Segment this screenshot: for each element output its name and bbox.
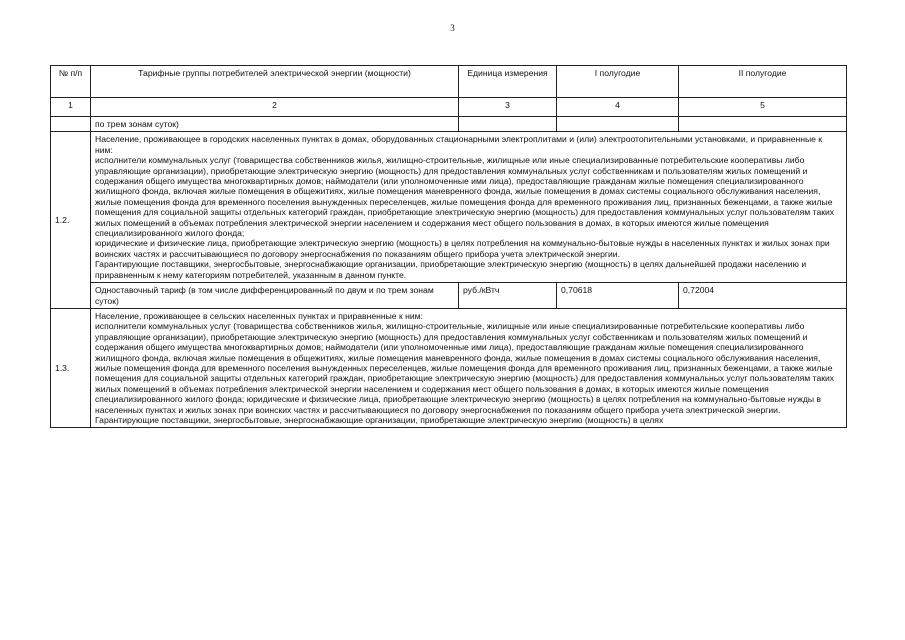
- description-paragraph: исполнители коммунальных услуг (товарищества собственников жилья, жилищно-строительные, жилищные или иные специализированные потребительские кооперативы либо управляющие организации), приобретающие электрическую энергию (мощность) для предоставления коммунальных услуг собственникам и пользователям жилых помещений и содержания общего имущества многоквартирных домов; наймодатели (или уполномоченные ими лица), предоставляющие гражданам жилые помещения специализированного жилищного фонда, включая жилые помещения в общежитиях, жилые помещения маневренного фонда, жилые помещения в домах системы социального обслуживания населения, жилые помещения фонда для временного поселения вынужденных переселенцев, жилые помещения фонда для временного проживания лиц, признанных беженцами, а также жилые помещения для социальной защиты отдельных категорий граждан, приобретающие электрическую энергию (мощность) для предоставления коммунальных услуг пользователям таких жилых помещений в объемах потребления электрической энергии населением и содержания мест общего пользования в домах, в которых имеются жилые помещения специализированного жилого фонда; юридические и физические лица, приобретающие электрическую энергию (мощность) в целях потребления на коммунально-бытовые нужды в населенных пунктах и жилых зонах при воинских частях и рассчитывающиеся по договору энергоснабжения по показаниям общего прибора учета электрической энергии.: [95, 321, 835, 415]
- tariff-row: [51, 283, 847, 309]
- row-description: [91, 132, 847, 283]
- tariff-second-half-value: 0,72004: [679, 283, 847, 309]
- column-numbers-row: [51, 98, 847, 117]
- description-paragraph: исполнители коммунальных услуг (товарищества собственников жилья, жилищно-строительные, жилищные или иные специализированные потребительские кооперативы либо управляющие организации), приобретающие электрическую энергию (мощность) для предоставления коммунальных услуг собственникам и пользователям жилых помещений и содержания общего имущества многоквартирных домов; наймодатели (или уполномоченные ими лица), предоставляющие гражданам жилые помещения специализированного жилищного фонда, включая жилые помещения в общежитиях, жилые помещения маневренного фонда, жилые помещения в домах системы социального обслуживания населения, жилые помещения фонда для временного поселения вынужденных переселенцев, жилые помещения фонда для временного проживания лиц, признанных беженцами, а также жилые помещения для социальной защиты отдельных категорий граждан, приобретающие электрическую энергию (мощность) для предоставления коммунальных услуг пользователям таких жилых помещений в объемах потребления электрической энергии населением и содержания мест общего пользования в домах, в которых имеются жилые помещения специализированного жилого фонда;: [95, 155, 835, 239]
- carry-over-number: [51, 117, 91, 132]
- table-row: [51, 132, 847, 283]
- description-paragraph: Население, проживающее в сельских населенных пунктах и приравненные к ним:: [95, 310, 423, 321]
- description-paragraph: юридические и физические лица, приобретающие электрическую энергию (мощность) в целях потребления на коммунально-бытовые нужды в населенных пунктах и жилых зонах при воинских частях и рассчитывающиеся по договору энергоснабжения по показаниям общего прибора учета электрической энергии.: [95, 238, 830, 259]
- header-second-half: II полугодие: [679, 66, 847, 98]
- column-number: 2: [91, 98, 459, 117]
- header-unit: Единица измерения: [459, 66, 557, 98]
- row-description: [91, 308, 847, 427]
- carry-over-h2: [679, 117, 847, 132]
- tariff-first-half-value: 0,70618: [557, 283, 679, 309]
- carry-over-row: [51, 117, 847, 132]
- description-paragraph: Гарантирующие поставщики, энергосбытовые, энергоснабжающие организации, приобретающие электрическую энергию (мощность) в целях: [95, 414, 664, 425]
- tariff-unit: руб./кВтч: [459, 283, 557, 309]
- column-number: 5: [679, 98, 847, 117]
- column-number: 4: [557, 98, 679, 117]
- header-number: № п/п: [51, 66, 91, 98]
- carry-over-unit: [459, 117, 557, 132]
- description-paragraph: Население, проживающее в городских населенных пунктах в домах, оборудованных стационарными электроплитами и (или) электроотопительными установками, и приравненные к ним:: [95, 134, 823, 155]
- header-first-half: I полугодие: [557, 66, 679, 98]
- table-header-row: [51, 66, 847, 98]
- tariff-table: [50, 65, 847, 428]
- row-number: 1.2.: [51, 132, 91, 309]
- tariff-name: Одноставочный тариф (в том числе дифференцированный по двум и по трем зонам суток): [91, 283, 459, 309]
- row-number: 1.3.: [51, 308, 91, 427]
- page-number: 3: [450, 23, 455, 33]
- carry-over-text: по трем зонам суток): [91, 117, 459, 132]
- carry-over-h1: [557, 117, 679, 132]
- header-tariff-groups: Тарифные группы потребителей электрической энергии (мощности): [91, 66, 459, 98]
- description-paragraph: Гарантирующие поставщики, энергосбытовые, энергоснабжающие организации, приобретающие электрическую энергию (мощность) в целях дальнейшей продажи населению и приравненным к нему категориям потребителей, указанным в данном пункте.: [95, 259, 807, 280]
- table-row: [51, 308, 847, 427]
- column-number: 3: [459, 98, 557, 117]
- column-number: 1: [51, 98, 91, 117]
